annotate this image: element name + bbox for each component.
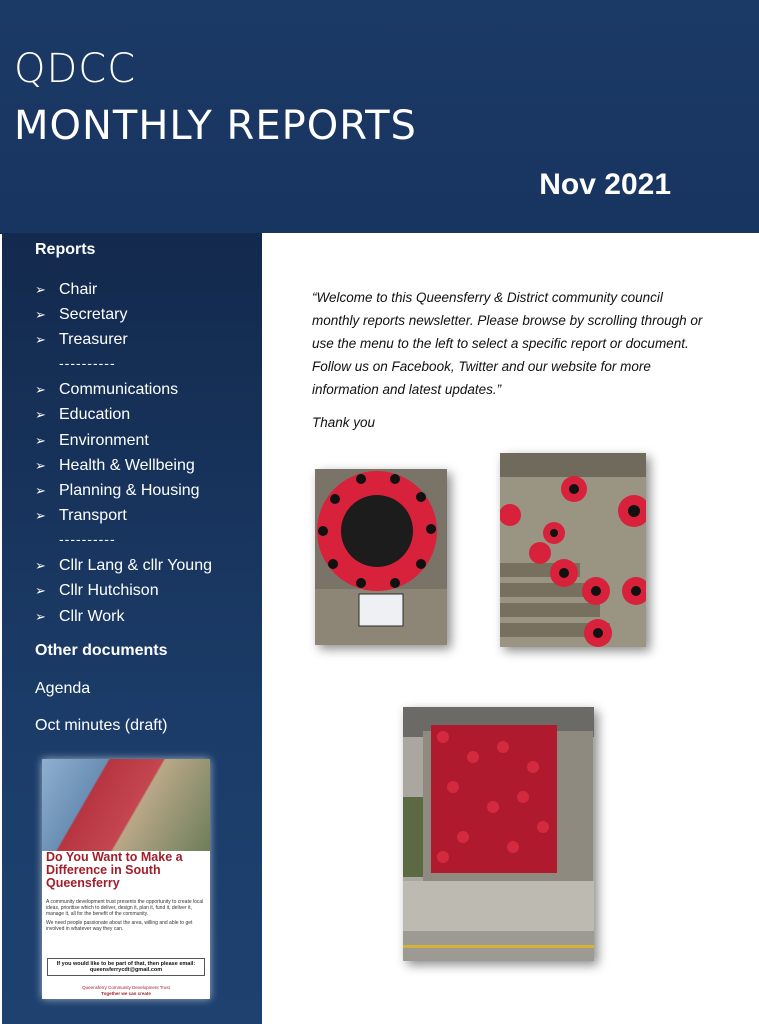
sidebar-report-list — [35, 277, 212, 629]
sidebar-item-secretary[interactable] — [35, 302, 212, 327]
poster-body — [46, 899, 206, 932]
sidebar-item-label: Communications — [59, 381, 179, 399]
poppy-wreaths-steps-illustration — [500, 453, 646, 647]
poster-footer-org: Queensferry Community Development Trust — [82, 985, 170, 990]
sidebar-item-cllr-work[interactable] — [35, 604, 212, 629]
header-banner — [0, 0, 759, 234]
poppy-wall-photo — [403, 707, 594, 961]
doc-link-oct-minutes[interactable]: Oct minutes (draft) — [35, 717, 168, 734]
sidebar-item-cllr-hutchison[interactable] — [35, 579, 212, 604]
arrow-bullet-icon: ➢ — [35, 306, 46, 322]
sidebar-item-health-wellbeing[interactable] — [35, 453, 212, 478]
arrow-bullet-icon: ➢ — [35, 407, 46, 423]
sidebar-item-planning-housing[interactable] — [35, 478, 212, 503]
sidebar-item-label: Chair — [59, 280, 98, 298]
arrow-bullet-icon: ➢ — [35, 281, 46, 297]
sidebar-item-label: Secretary — [59, 305, 128, 323]
poppy-wreath-illustration — [315, 469, 447, 645]
header-date: Nov 2021 — [539, 168, 671, 201]
poppy-wreath-photo — [315, 469, 447, 645]
sidebar-item-chair[interactable] — [35, 277, 212, 302]
cdt-poster[interactable] — [42, 759, 210, 999]
poppy-wall-illustration — [403, 707, 594, 961]
sidebar-separator: ---------- — [59, 354, 116, 371]
doc-link-agenda[interactable]: Agenda — [35, 680, 91, 697]
poster-body-text-2: We need people passionate about the area, willing and able to get involved in whatever way they can. — [46, 920, 193, 932]
sidebar-item-treasurer[interactable] — [35, 327, 212, 352]
sidebar-item-transport[interactable] — [35, 504, 212, 529]
arrow-bullet-icon: ➢ — [35, 382, 46, 398]
sidebar-other-documents-heading: Other documents — [35, 642, 168, 659]
header-title-monthly-reports: MONTHLY REPORTS — [14, 103, 417, 149]
poster-cta: If you would like to be part of that, then please email: queensferrycdt@gmail.com — [47, 958, 205, 976]
main-content — [262, 233, 759, 1024]
arrow-bullet-icon: ➢ — [35, 508, 46, 524]
sidebar-item-label: Cllr Lang & cllr Young — [59, 557, 212, 575]
sidebar-item-label: Education — [59, 406, 131, 424]
sidebar-item-label: Planning & Housing — [59, 481, 200, 499]
sidebar-item-cllr-lang-young[interactable] — [35, 554, 212, 579]
arrow-bullet-icon: ➢ — [35, 558, 46, 574]
sidebar-item-communications[interactable] — [35, 378, 212, 403]
sidebar-item-label: Treasurer — [59, 330, 128, 348]
thanks-text: Thank you — [312, 415, 376, 430]
sidebar-separator: ---------- — [59, 530, 116, 547]
sidebar-item-label: Transport — [59, 507, 127, 525]
arrow-bullet-icon: ➢ — [35, 608, 46, 624]
sidebar-reports-heading: Reports — [35, 241, 96, 258]
poster-photo-collage — [42, 759, 210, 851]
sidebar-item-label: Cllr Hutchison — [59, 582, 159, 600]
welcome-quote: “Welcome to this Queensferry & District community council monthly reports newsletter. Please browse by scrolling through or use the menu to the left to select a specific report or document. Follow us on Facebook, Twitter and our website for more information and latest updates.” — [312, 290, 703, 397]
poster-body-text-1: A community development trust presents the opportunity to create local ideas, prioritise which to deliver, design it, plan it, fund it, deliver it, manage it, all for the benefit of the community. — [46, 899, 204, 917]
header-title-qdcc: QDCC — [14, 46, 137, 92]
arrow-bullet-icon: ➢ — [35, 457, 46, 473]
arrow-bullet-icon: ➢ — [35, 482, 46, 498]
poppy-wreaths-steps-photo — [500, 453, 646, 647]
sidebar-item-label: Cllr Work — [59, 607, 125, 625]
arrow-bullet-icon: ➢ — [35, 331, 46, 347]
arrow-bullet-icon: ➢ — [35, 583, 46, 599]
sidebar-item-environment[interactable] — [35, 428, 212, 453]
arrow-bullet-icon: ➢ — [35, 432, 46, 448]
poster-footer-tagline: Together we can create — [101, 991, 151, 996]
sidebar-item-label: Health & Wellbeing — [59, 456, 195, 474]
sidebar-item-education[interactable] — [35, 403, 212, 428]
poster-footer — [42, 985, 210, 997]
poster-title: Do You Want to Make a Difference in South Queensferry — [46, 850, 183, 890]
sidebar-item-label: Environment — [59, 431, 149, 449]
